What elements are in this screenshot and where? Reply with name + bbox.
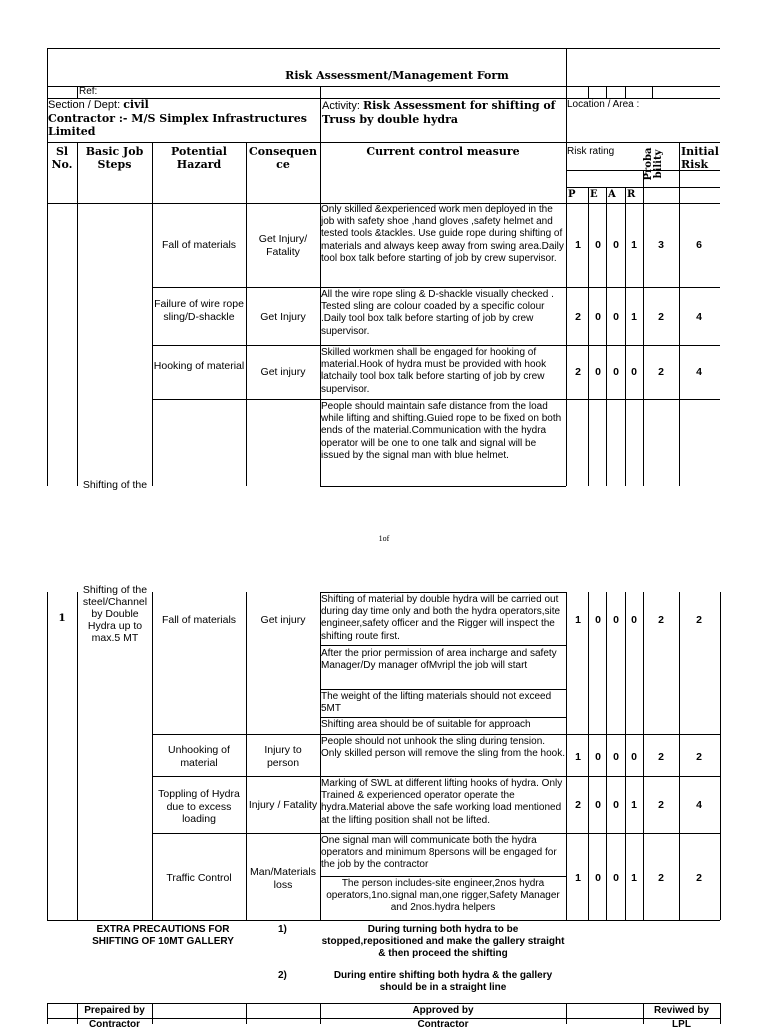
contractor-name: Contractor :- M/S Simplex Infrastructures Limited (48, 112, 307, 138)
approved-contractor: Contractor (417, 1019, 469, 1030)
row3-consequence: Get injury (260, 366, 306, 378)
form-title: Risk Assessment/Management Form (285, 69, 509, 82)
extra-number-2: 2) (278, 970, 287, 981)
header-a: A (608, 189, 616, 200)
row1-prob: 3 (658, 239, 664, 251)
row1-e: 0 (595, 239, 601, 251)
row2-r: 1 (631, 311, 637, 323)
row8-a: 0 (613, 872, 619, 884)
row5-risk: 2 (696, 614, 702, 626)
row2-e: 0 (595, 311, 601, 323)
row2-p: 2 (575, 311, 581, 323)
row1-a: 0 (613, 239, 619, 251)
row3-a: 0 (613, 366, 619, 378)
ref-label: Ref: (79, 86, 98, 97)
activity-value: Risk Assessment for shifting of Truss by double hydra (322, 99, 556, 126)
row6-consequence: Injury to person (264, 744, 302, 769)
header-consequence: Consequen ce (249, 145, 317, 171)
header-e: E (590, 189, 598, 200)
row7-r: 1 (631, 799, 637, 811)
row1-risk: 6 (696, 239, 702, 251)
row6-prob: 2 (658, 751, 664, 763)
row7-consequence: Injury / Fatality (248, 799, 318, 811)
row6-p: 1 (575, 751, 581, 763)
header-basic-job-steps: Basic Job Steps (85, 145, 144, 171)
row8-hazard: Traffic Control (166, 872, 232, 884)
header-sl-no: Sl No. (51, 145, 73, 171)
header-potential-hazard: Potential Hazard (171, 145, 227, 171)
row3-p: 2 (575, 366, 581, 378)
row4-control: People should maintain safe distance from the load while lifting and shifting.Guied rope to be fixed on both ends of the material.Communication with the hydra operator will be one to one talk and signal will be issued by the signal man with blue helmet. (321, 401, 562, 461)
row8-risk: 2 (696, 872, 702, 884)
reviewed-lpl: LPL (672, 1019, 691, 1030)
row5-prob: 2 (658, 614, 664, 626)
row8-prob: 2 (658, 872, 664, 884)
row6-a: 0 (613, 751, 619, 763)
prepared-contractor: Contractor (88, 1019, 141, 1030)
row1-p: 1 (575, 239, 581, 251)
row8-e: 0 (595, 872, 601, 884)
row7-a: 0 (613, 799, 619, 811)
job-step-top: Shifting of the (82, 479, 148, 491)
row6-control: People should not unhook the sling during tension. Only skilled person will remove the sling from the hook. (321, 736, 565, 760)
activity (322, 99, 566, 127)
row5-e: 0 (595, 614, 601, 626)
row5-control-4: Shifting area should be of suitable for approach (321, 719, 531, 730)
row1-consequence: Get Injury/ Fatality (258, 233, 308, 258)
section-label: Section / Dept: (48, 99, 124, 111)
job-step-bottom: Shifting of the steel/Channel by Double Hydra up to max.5 MT (82, 584, 148, 644)
header-risk-rating: Risk rating (567, 146, 615, 157)
header-r: R (627, 189, 636, 200)
row2-consequence: Get Injury (260, 311, 306, 323)
row8-control-1: One signal man will communicate both the hydra operators and minimum 8persons will be engaged for the job by the contractor (321, 835, 557, 871)
prepared-by-label: Prepaired by (84, 1005, 145, 1016)
row7-p: 2 (575, 799, 581, 811)
row7-prob: 2 (658, 799, 664, 811)
extra-text-1: During turning both hydra to be stopped,repositioned and make the gallery straight & then proceed the shifting (321, 924, 565, 959)
header-probability: Proba bility (643, 147, 664, 181)
row1-r: 1 (631, 239, 637, 251)
approved-by-label: Approved by (412, 1005, 474, 1016)
extra-precautions-heading: EXTRA PRECAUTIONS FOR SHIFTING OF 10MT GALLERY (92, 924, 234, 947)
header-initial-risk: Initial Risk (681, 145, 719, 171)
row2-prob: 2 (658, 311, 664, 323)
row5-hazard: Fall of materials (161, 614, 237, 626)
job-step-cell (78, 584, 152, 654)
extra-text-2: During entire shifting both hydra & the gallery should be in a straight line (333, 970, 553, 993)
job-step-cut (78, 478, 152, 491)
sl-number: 1 (58, 612, 66, 624)
row8-consequence: Man/Materials loss (250, 866, 316, 891)
row3-r: 0 (631, 366, 637, 378)
row6-hazard: Unhooking of material (168, 744, 230, 769)
row3-risk: 4 (696, 366, 702, 378)
header-p: P (568, 189, 576, 200)
row6-r: 0 (631, 751, 637, 763)
row3-e: 0 (595, 366, 601, 378)
row3-prob: 2 (658, 366, 664, 378)
row1-hazard: Fall of materials (161, 239, 237, 251)
row7-control: Marking of SWL at different lifting hooks of hydra. Only Trained & experienced operator operate the hydra.Material above the safe working load mentioned at the lifting position shall not be lifted. (321, 778, 563, 826)
row3-control: Skilled workmen shall be engaged for hooking of material.Hook of hydra must be provided with hook latchaily tool box talk before starting of job by crew supervisor. (321, 347, 547, 395)
row2-risk: 4 (696, 311, 702, 323)
reviewed-by-label: Reviwed by (653, 1005, 710, 1016)
activity-label: Activity: (322, 100, 363, 112)
row6-risk: 2 (696, 751, 702, 763)
row6-e: 0 (595, 751, 601, 763)
row5-a: 0 (613, 614, 619, 626)
row5-control-3: The weight of the lifting materials should not exceed 5MT (321, 691, 552, 715)
row5-control-1: Shifting of material by double hydra will be carried out during day time only and both the hydra operators,site engineer,safety officer and the Rigger will inspect the shifting route first. (321, 594, 561, 642)
row2-control: All the wire rope sling & D-shackle visually checked . Tested sling are colour coaded by a specific colour .Daily tool box talk before starting of job by crew supervisor. (321, 289, 554, 337)
section-dept (48, 99, 320, 112)
row5-control-2: After the prior permission of area incharge and safety Manager/Dy manager ofMvripl the job will start (321, 648, 557, 672)
row8-r: 1 (631, 872, 637, 884)
page-number: 1of (378, 534, 390, 543)
row5-consequence: Get injury (260, 614, 306, 626)
location-label: Location / Area : (567, 99, 640, 110)
row8-p: 1 (575, 872, 581, 884)
section-value: civil (123, 98, 149, 111)
extra-number-1: 1) (278, 924, 287, 935)
row2-a: 0 (613, 311, 619, 323)
header-control-measure: Current control measure (366, 145, 520, 158)
row5-r: 0 (631, 614, 637, 626)
row3-hazard: Hooking of material (153, 360, 245, 372)
row2-hazard: Failure of wire rope sling/D-shackle (154, 298, 244, 323)
row1-control: Only skilled &experienced work men deployed in the job with safety shoe ,hand gloves ,safety helmet and tested tools &tackles. Use guide rope during shifting of materials and always keep away from swing area.Daily tool box talk before starting of job by crew supervisor. (321, 204, 564, 264)
row7-risk: 4 (696, 799, 702, 811)
row7-e: 0 (595, 799, 601, 811)
row7-hazard: Toppling of Hydra due to excess loading (158, 788, 240, 825)
row5-p: 1 (575, 614, 581, 626)
row8-control-2: The person includes-site engineer,2nos hydra operators,1no.signal man,one rigger,Safety Manager and 2nos.hydra helpers (326, 878, 560, 914)
